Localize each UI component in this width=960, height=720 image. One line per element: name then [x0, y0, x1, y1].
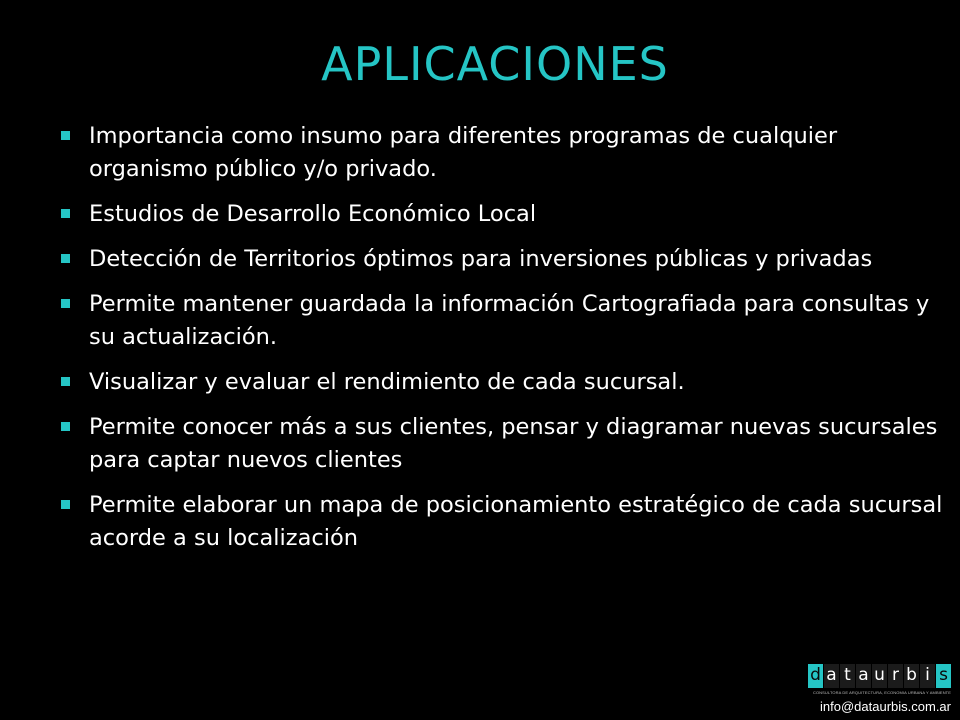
bullet-text: Detección de Territorios óptimos para inversiones públicas y privadas — [89, 246, 873, 272]
logo-letter: u — [872, 664, 887, 688]
bullet-item — [60, 366, 950, 399]
bullet-text: Importancia como insumo para diferentes programas de cualquier organismo público y/o privado. — [89, 123, 838, 182]
bullet-text: Visualizar y evaluar el rendimiento de cada sucursal. — [89, 369, 685, 395]
square-bullet-icon — [61, 377, 70, 386]
logo-letter: i — [920, 664, 935, 688]
logo-tagline: CONSULTORA DE ARQUITECTURA, ECONOMIA URBANA Y AMBIENTE — [812, 690, 951, 695]
bullet-text: Permite mantener guardada la información Cartografiada para consultas y su actualización. — [89, 291, 930, 350]
bullet-list — [60, 120, 950, 567]
bullet-item — [60, 489, 950, 555]
dataurbis-logo — [805, 664, 951, 714]
bullet-item — [60, 120, 950, 186]
contact-email: info@dataurbis.com.ar — [820, 699, 951, 714]
square-bullet-icon — [61, 422, 70, 431]
logo-letter: s — [936, 664, 951, 688]
bullet-text: Estudios de Desarrollo Económico Local — [89, 201, 537, 227]
square-bullet-icon — [61, 209, 70, 218]
slide-title: APLICACIONES — [321, 37, 669, 91]
logo-letter: b — [904, 664, 919, 688]
bullet-item — [60, 411, 950, 477]
square-bullet-icon — [61, 299, 70, 308]
bullet-text: Permite conocer más a sus clientes, pensar y diagramar nuevas sucursales para captar nuevos clientes — [89, 414, 938, 473]
logo-letter: r — [888, 664, 903, 688]
logo-letter: t — [840, 664, 855, 688]
bullet-item — [60, 243, 950, 276]
logo-letter: a — [856, 664, 871, 688]
square-bullet-icon — [61, 500, 70, 509]
bullet-item — [60, 288, 950, 354]
logo-wordmark — [805, 664, 951, 688]
logo-letter: d — [808, 664, 823, 688]
logo-letter: a — [824, 664, 839, 688]
square-bullet-icon — [61, 131, 70, 140]
bullet-item — [60, 198, 950, 231]
square-bullet-icon — [61, 254, 70, 263]
bullet-text: Permite elaborar un mapa de posicionamiento estratégico de cada sucursal acorde a su localización — [89, 492, 943, 551]
